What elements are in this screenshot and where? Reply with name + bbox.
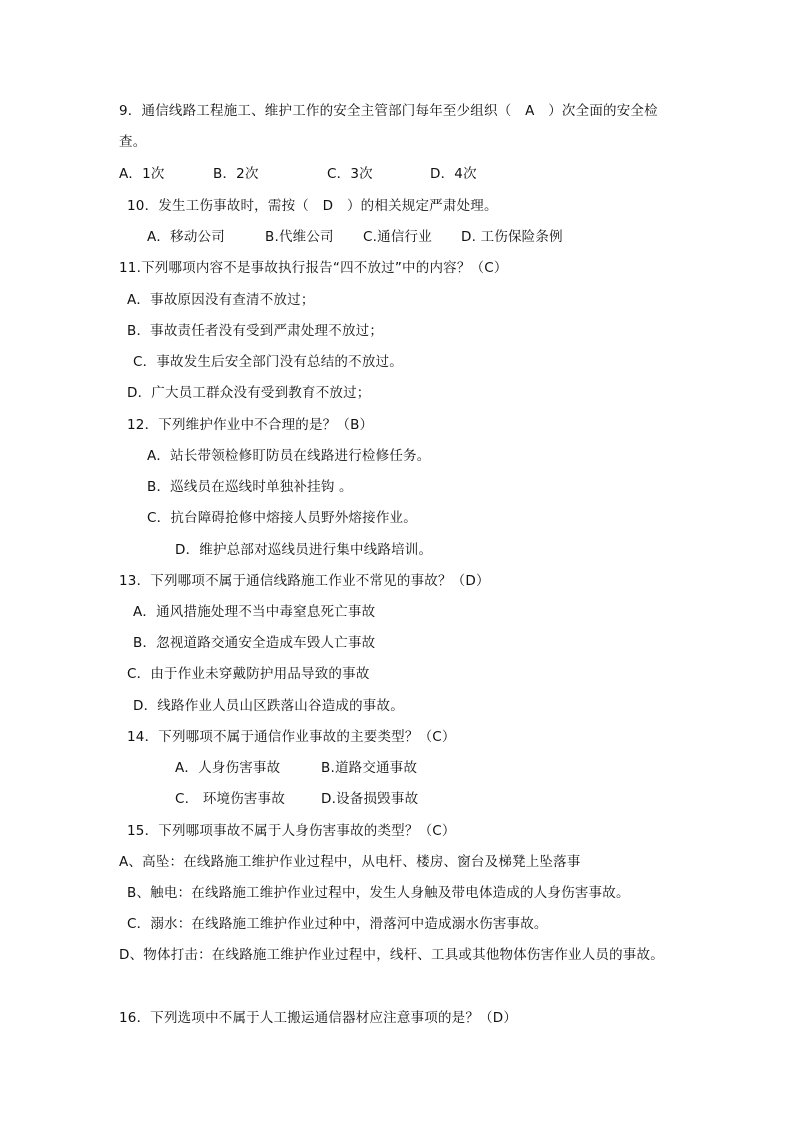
question-15-option-c: C．溺水：在线路施工维护作业过种中，滑落河中造成溺水伤害事故。	[127, 916, 548, 932]
question-14-options-row-2	[175, 789, 475, 809]
question-12-stem: 12．下列维护作业中不合理的是？（B）	[127, 417, 374, 433]
question-14-stem: 14．下列哪项不属于通信作业事故的主要类型？（C）	[127, 729, 456, 745]
question-12-option-b: B．巡线员在巡线时单独补挂钩 。	[147, 479, 353, 495]
question-12-option-c: C．抗台障碍抢修中熔接人员野外熔接作业。	[147, 510, 417, 526]
question-11-option-d: D．广大员工群众没有受到教育不放过；	[127, 385, 371, 401]
question-14-option-d: D.设备损毁事故	[321, 791, 419, 807]
question-15-stem: 15．下列哪项事故不属于人身伤害事故的类型？（C）	[127, 823, 456, 839]
question-9-options	[119, 164, 519, 184]
question-11-option-c: C．事故发生后安全部门没有总结的不放过。	[133, 354, 403, 370]
question-9-option-c: C．3次	[327, 166, 373, 182]
question-9-option-b: B．2次	[213, 166, 259, 182]
question-14-option-c: C. 环境伤害事故	[175, 791, 286, 807]
question-13-stem: 13．下列哪项不属于通信线路施工作业不常见的事故？（D）	[119, 573, 490, 589]
question-16-stem: 16．下列选项中不属于人工搬运通信器材应注意事项的是？（D）	[119, 1010, 518, 1026]
question-10-option-b: B.代维公司	[265, 229, 334, 245]
question-12-option-a: A．站长带领检修盯防员在线路进行检修任务。	[147, 448, 431, 464]
question-14-option-a: A．人身伤害事故	[175, 760, 281, 776]
question-15-option-a: A、高坠：在线路施工维护作业过程中，从电杆、楼房、窗台及梯凳上坠落事	[119, 854, 581, 870]
question-13-option-b: B．忽视道路交通安全造成车毁人亡事故	[133, 635, 376, 651]
question-10-option-c: C.通信行业	[363, 229, 432, 245]
question-10-option-a: A．移动公司	[147, 229, 225, 245]
question-13-option-a: A．通风措施处理不当中毒窒息死亡事故	[133, 604, 376, 620]
question-9-stem-line-2: 查。	[119, 134, 147, 150]
question-14-option-b: B.道路交通事故	[321, 760, 418, 776]
question-11-option-b: B．事故责任者没有受到严肃处理不放过；	[127, 323, 384, 339]
question-15-option-b: B、触电：在线路施工维护作业过程中，发生人身触及带电体造成的人身伤害事故。	[127, 885, 630, 901]
question-13-option-c: C．由于作业未穿戴防护用品导致的事故	[127, 666, 370, 682]
question-9-option-a: A．1次	[119, 166, 165, 182]
question-9-stem-line-1: 9．通信线路工程施工、维护工作的安全主管部门每年至少组织（ A ）次全面的安全检	[119, 103, 658, 119]
question-11-stem: 11.下列哪项内容不是事故执行报告“四不放过”中的内容？（C）	[119, 260, 508, 276]
question-9-option-d: D．4次	[430, 166, 477, 182]
question-14-options-row-1	[175, 758, 475, 778]
question-10-options	[147, 227, 587, 247]
question-12-option-d: D．维护总部对巡线员进行集中线路培训。	[175, 542, 433, 558]
question-10-option-d: D. 工伤保险条例	[461, 229, 563, 245]
question-15-option-d: D、物体打击：在线路施工维护作业过程中，线杆、工具或其他物体伤害作业人员的事故。	[119, 947, 664, 963]
question-13-option-d: D．线路作业人员山区跌落山谷造成的事故。	[133, 698, 404, 714]
question-10-stem: 10．发生工伤事故时，需按（ D ）的相关规定严肃处理。	[127, 198, 498, 214]
question-11-option-a: A．事故原因没有查清不放过；	[127, 292, 315, 308]
